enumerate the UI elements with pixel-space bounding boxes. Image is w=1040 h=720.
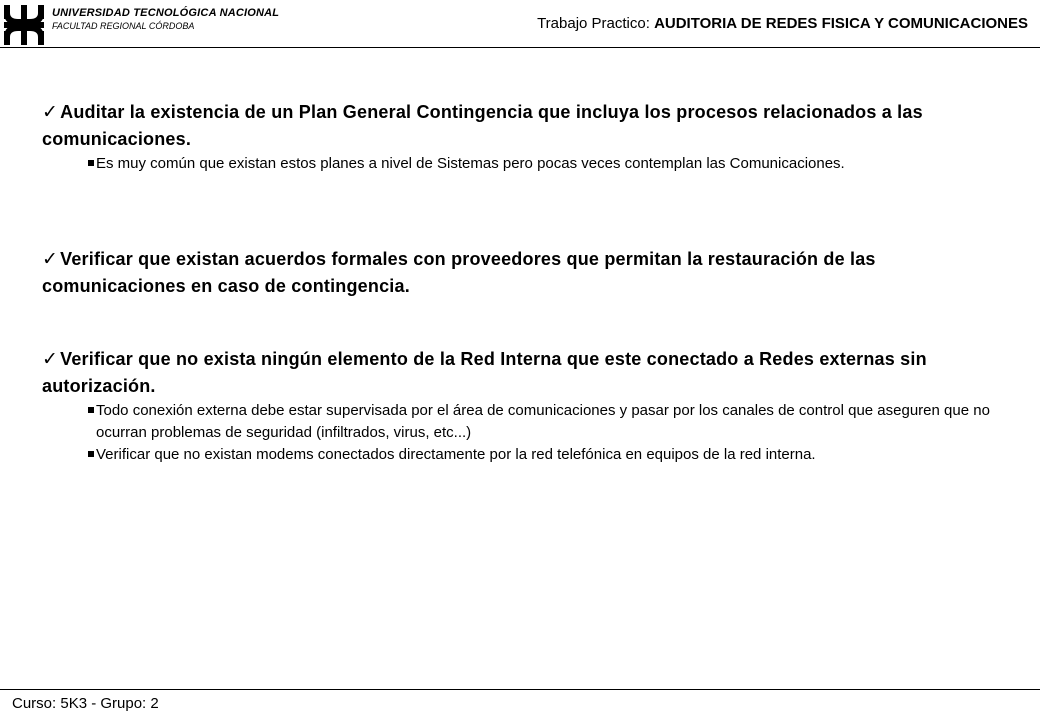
checkmark-icon: ✓ xyxy=(42,102,59,123)
square-bullet-icon xyxy=(88,451,94,457)
checklist-item-heading xyxy=(42,99,1012,153)
institution-name: UNIVERSIDAD TECNOLÓGICA NACIONAL xyxy=(52,7,280,19)
document-title xyxy=(537,15,1028,32)
square-bullet-icon xyxy=(88,160,94,166)
checklist-item-text: Verificar que existan acuerdos formales con proveedores que permitan la restauración de las comunicaciones en caso de contingencia. xyxy=(42,249,876,296)
checklist-item xyxy=(42,246,1012,300)
header-divider xyxy=(0,47,1040,48)
checklist-item xyxy=(42,346,1012,466)
checklist-item xyxy=(42,99,1012,175)
checklist-item-text: Verificar que no exista ningún elemento de la Red Interna que este conectado a Redes externas sin autorización. xyxy=(42,349,927,396)
faculty-name: FACULTAD REGIONAL CÓRDOBA xyxy=(52,21,195,31)
title-subject: AUDITORIA DE REDES FISICA Y COMUNICACIONES xyxy=(654,15,1028,32)
sub-list-item xyxy=(88,444,1012,466)
checklist-item-heading xyxy=(42,246,1012,300)
sub-list-item-text: Es muy común que existan estos planes a nivel de Sistemas pero pocas veces contemplan las Comunicaciones. xyxy=(96,155,845,172)
utn-logo-icon xyxy=(4,5,44,45)
checkmark-icon: ✓ xyxy=(42,349,59,370)
footer-course-group: Curso: 5K3 - Grupo: 2 xyxy=(12,695,159,712)
sub-list-item-text: Todo conexión externa debe estar supervisada por el área de comunicaciones y pasar por los canales de control que aseguren que no ocurran problemas de seguridad (infiltrados, virus, etc...) xyxy=(96,402,990,441)
checkmark-icon: ✓ xyxy=(42,249,59,270)
sub-list xyxy=(88,400,1012,466)
sub-list-item xyxy=(88,400,1012,444)
square-bullet-icon xyxy=(88,407,94,413)
checklist-item-heading xyxy=(42,346,1012,400)
checklist-item-text: Auditar la existencia de un Plan General Contingencia que incluya los procesos relacionados a las comunicaciones. xyxy=(42,102,923,149)
footer-divider xyxy=(0,689,1040,690)
sub-list xyxy=(88,153,1012,175)
sub-list-item xyxy=(88,153,1012,175)
title-prefix: Trabajo Practico: xyxy=(537,15,655,32)
sub-list-item-text: Verificar que no existan modems conectados directamente por la red telefónica en equipos de la red interna. xyxy=(96,446,816,463)
